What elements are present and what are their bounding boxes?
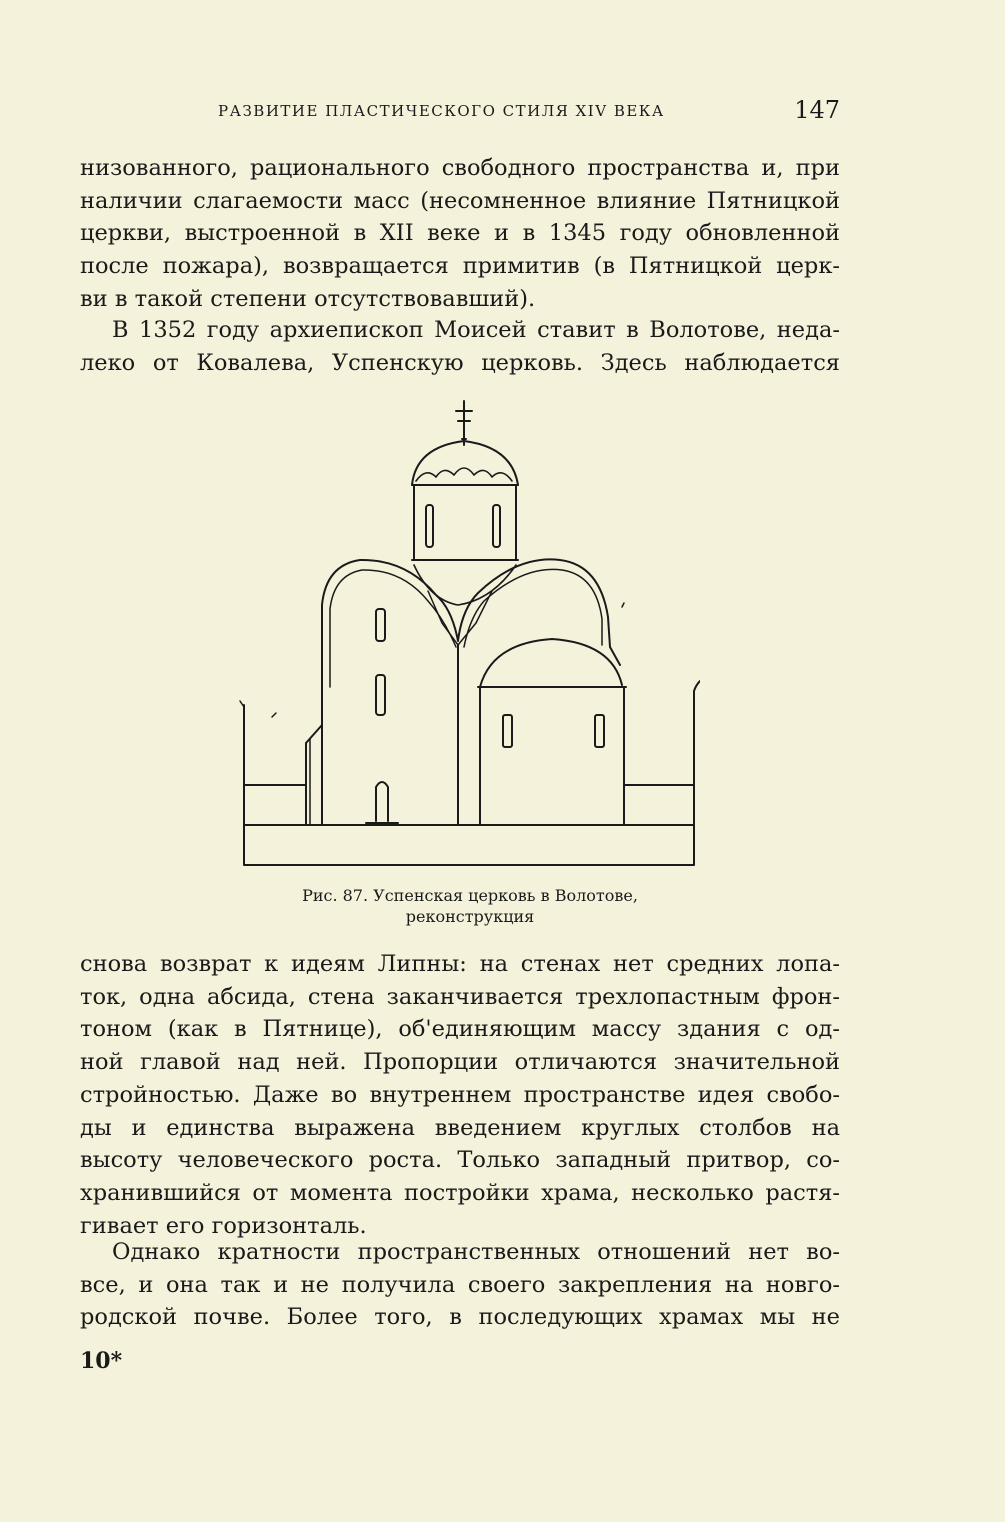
paragraph-4 [80,1236,840,1334]
text-line: низованного, рационального свободного пространства и, при [80,155,840,181]
text-line: В 1352 году архиепископ Моисей ставит в Волотове, неда- [112,317,840,343]
text-line: ви в такой степени отсутствовавший). [80,285,536,312]
text-line: ды и единства выражена введением круглых столбов на [80,1114,840,1141]
text-line: высоту человеческого роста. Только западный притвор, со- [80,1147,840,1174]
paragraph-2 [80,314,840,379]
text-line: все, и она так и не получила своего закрепления на новго- [80,1271,840,1298]
running-head [80,96,840,126]
text-line: гивает его горизонталь. [80,1212,367,1239]
text-line: ток, одна абсида, стена заканчивается трехлопастным фрон- [80,983,840,1010]
text-line: церкви, выстроенной в XII веке и в 1345 году обновленной [80,220,840,247]
text-line: тоном (как в Пятнице), об'единяющим массу здания с од- [80,1016,840,1043]
caption-line: реконструкция [405,907,535,926]
text-line: леко от Ковалева, Успенскую церковь. Здесь наблюдается [80,349,840,376]
page-number: 147 [794,96,840,124]
text-line: Однако кратности пространственных отношений нет во- [112,1239,840,1265]
text-line: хранившийся от момента постройки храма, несколько растя- [80,1179,840,1206]
text-line: наличии слагаемости масс (несомненное влияние Пятницкой [80,187,840,214]
running-title: РАЗВИТИЕ ПЛАСТИЧЕСКОГО СТИЛЯ XIV ВЕКА [218,102,665,120]
text-line: после пожара), возвращается примитив (в Пятницкой церк- [80,253,840,280]
figure-caption [160,885,780,927]
signature-mark: 10* [80,1348,123,1374]
text-line: снова возврат к идеям Липны: на стенах нет средних лопа- [80,951,840,977]
caption-line: Рис. 87. Успенская церковь в Волотове, [302,886,638,905]
figure-church-drawing [230,395,700,875]
text-line: стройностью. Даже во внутреннем пространстве идея свобо- [80,1081,840,1108]
text-line: родской почве. Более того, в последующих храмах мы не [80,1304,840,1331]
church-elevation-drawing-icon [230,395,700,875]
paragraph-1 [80,152,840,316]
paragraph-3 [80,948,840,1242]
text-line: ной главой над ней. Пропорции отличаются значительной [80,1049,840,1076]
